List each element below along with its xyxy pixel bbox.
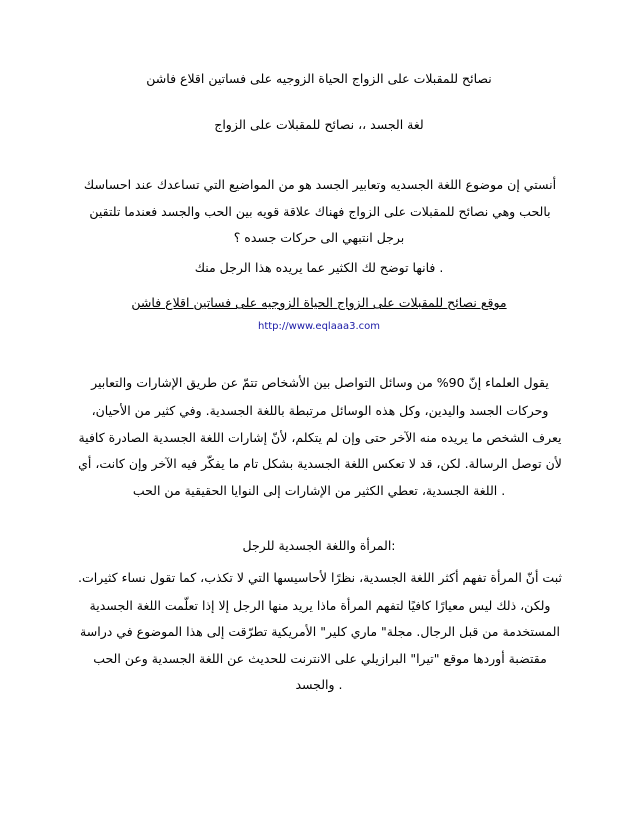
- intro-line-2: بالحب وهي نصائح للمقبلات على الزواج فهناك علاقة قويه بين الحب والجسد فعندما تلتقين: [89, 204, 551, 219]
- intro-line-3: برجل انتبهي الى حركات جسده ؟: [233, 230, 405, 245]
- site-url-row: [40, 317, 598, 335]
- site-url-link[interactable]: http://www.eqlaaa3.com: [258, 321, 380, 332]
- paragraph-2-line-2: ولكن، ذلك ليس معيارًا كافيًا لتفهم المرأة ماذا يريد منها الرجل إلا إذا تعلّمت اللغة الجسدية: [89, 598, 551, 613]
- paragraph-1-line-5: . اللغة الجسدية، تعطي الكثير من الإشارات إلى النوايا الحقيقية من الحب: [132, 483, 506, 498]
- intro-line-4: . فانها توضح لك الكثير عما يريده هذا الرجل منك: [194, 260, 444, 275]
- paragraph-1-line-1: يقول العلماء إنّ 90% من وسائل التواصل بين الأشخاص تتمّ عن طريق الإشارات والتعابير: [91, 375, 549, 390]
- section-heading: :المرأة واللغة الجسدية للرجل: [242, 538, 396, 553]
- document-title: نصائح للمقبلات على الزواج الحياة الزوجيه على فساتين اقلاع فاشن: [146, 71, 492, 86]
- paragraph-1-line-2: وحركات الجسد واليدين، وكل هذه الوسائل مرتبطة باللغة الجسدية. وفي كثير من الأحيان،: [91, 403, 549, 418]
- site-link-text[interactable]: موقع نصائح للمقبلات على الزواج الحياة الزوجيه على فساتين اقلاع فاشن: [131, 295, 507, 310]
- paragraph-2-line-1: ثبت أنّ المرأة تفهم أكثر اللغة الجسدية، نظرًا لأحاسيسها التي لا تكذب، كما تقول نساء كثيرات.: [78, 570, 562, 585]
- paragraph-1-line-3: يعرف الشخص ما يريده منه الآخر حتى وإن لم يتكلم، لأنّ إشارات اللغة الجسدية الصادرة كافية: [78, 430, 562, 445]
- paragraph-2-line-5: . والجسد: [295, 677, 343, 692]
- paragraph-1-line-4: لأن توصل الرسالة. لكن، قد لا تعكس اللغة الجسدية بشكل تام ما يفكّر فيه الآخر وإن كانت، أي: [78, 456, 562, 471]
- paragraph-2-line-3: المستخدمة من قبل الرجال. مجلة" ماري كلير" الأمريكية تطرّقت إلى هذا الموضوع في دراسة: [80, 624, 560, 639]
- paragraph-2-line-4: مقتضبة أوردها موقع "تيرا" البرازيلي على الانترنت للحديث عن اللغة الجسدية وعن الحب: [93, 651, 547, 666]
- document-subtitle: لغة الجسد ،، نصائح للمقبلات على الزواج: [214, 117, 424, 132]
- intro-line-1: أنستي إن موضوع اللغة الجسديه وتعابير الجسد هو من المواضيع التي تساعدك عند احساسك: [83, 177, 557, 192]
